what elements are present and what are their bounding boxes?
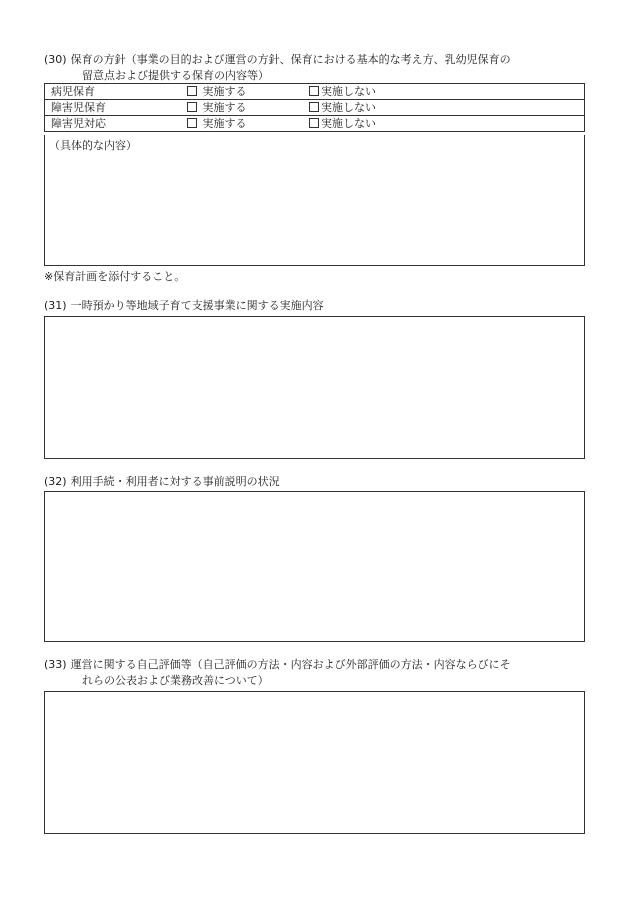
section-30-heading <box>44 52 589 84</box>
section-30-note: ※保育計画を添付すること。 <box>44 270 186 283</box>
service-row <box>45 84 585 100</box>
section-33-title: 運営に関する自己評価等（自己評価の方法・内容および外部評価の方法・内容ならびにそ <box>70 658 511 671</box>
service-name: 障害児対応 <box>45 116 168 132</box>
section-31-number: (31) <box>44 299 67 312</box>
section-30-title: 保育の方針（事業の目的および運営の方針、保育における基本的な考え方、乳幼児保育の <box>70 53 511 66</box>
service-table <box>44 83 585 132</box>
service-no-option[interactable] <box>303 100 585 116</box>
service-no-label: 実施しない <box>321 85 376 98</box>
service-row <box>45 116 585 132</box>
service-yes-option[interactable] <box>167 84 303 100</box>
checkbox-icon[interactable] <box>309 102 319 112</box>
checkbox-icon[interactable] <box>187 102 197 112</box>
section-31-heading <box>44 298 589 314</box>
service-yes-option[interactable] <box>167 116 303 132</box>
checkbox-icon[interactable] <box>187 86 197 96</box>
service-row <box>45 100 585 116</box>
service-no-label: 実施しない <box>321 117 376 130</box>
checkbox-icon[interactable] <box>309 86 319 96</box>
service-no-label: 実施しない <box>321 101 376 114</box>
service-no-option[interactable] <box>303 84 585 100</box>
section-32-answer-box[interactable] <box>44 491 585 642</box>
section-31-title: 一時預かり等地域子育て支援事業に関する実施内容 <box>70 299 324 312</box>
section-30-detail-box[interactable] <box>44 135 585 266</box>
section-32-heading <box>44 474 589 490</box>
section-31-answer-box[interactable] <box>44 316 585 459</box>
section-33-title-cont: れらの公表および業務改善について） <box>82 674 269 687</box>
service-yes-label: 実施する <box>202 101 247 114</box>
checkbox-icon[interactable] <box>309 118 319 128</box>
service-name: 病児保育 <box>45 84 168 100</box>
section-32-title: 利用手続・利用者に対する事前説明の状況 <box>70 475 280 488</box>
section-33-answer-box[interactable] <box>44 691 585 834</box>
service-yes-label: 実施する <box>202 117 247 130</box>
section-30-number: (30) <box>44 53 67 66</box>
section-33-heading <box>44 657 589 689</box>
service-name: 障害児保育 <box>45 100 168 116</box>
section-33-number: (33) <box>44 658 67 671</box>
service-no-option[interactable] <box>303 116 585 132</box>
checkbox-icon[interactable] <box>187 118 197 128</box>
service-yes-label: 実施する <box>202 85 247 98</box>
detail-label: （具体的な内容） <box>49 139 137 152</box>
section-30-title-cont: 留意点および提供する保育の内容等） <box>82 69 269 82</box>
service-yes-option[interactable] <box>167 100 303 116</box>
section-32-number: (32) <box>44 475 67 488</box>
